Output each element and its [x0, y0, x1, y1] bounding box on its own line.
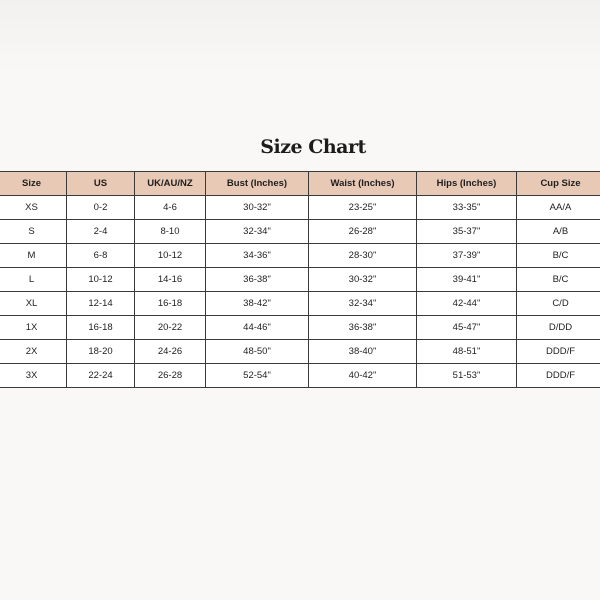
table-row — [0, 268, 600, 292]
table-cell: S — [0, 220, 67, 244]
table-cell: 3X — [0, 364, 67, 388]
table-row — [0, 292, 600, 316]
table-cell: 1X — [0, 316, 67, 340]
table-cell: 20-22 — [135, 316, 206, 340]
table-cell: 2X — [0, 340, 67, 364]
column-header-hips: Hips (Inches) — [417, 172, 517, 196]
table-cell: 48-51" — [417, 340, 517, 364]
table-cell: 18-20 — [67, 340, 135, 364]
table-cell: 35-37" — [417, 220, 517, 244]
table-cell: B/C — [517, 244, 600, 268]
table-cell: 16-18 — [135, 292, 206, 316]
table-cell: 44-46" — [206, 316, 309, 340]
table-cell: 16-18 — [67, 316, 135, 340]
table-cell: 40-42" — [309, 364, 417, 388]
table-cell: 26-28" — [309, 220, 417, 244]
table-row — [0, 244, 600, 268]
table-cell: M — [0, 244, 67, 268]
table-row — [0, 196, 600, 220]
column-header-size: Size — [0, 172, 67, 196]
table-cell: 32-34" — [309, 292, 417, 316]
table-row — [0, 220, 600, 244]
table-cell: 30-32" — [206, 196, 309, 220]
table-cell: 22-24 — [67, 364, 135, 388]
table-cell: XS — [0, 196, 67, 220]
table-cell: D/DD — [517, 316, 600, 340]
header-row — [0, 172, 600, 196]
table-cell: 33-35" — [417, 196, 517, 220]
table-cell: 42-44" — [417, 292, 517, 316]
table-cell: 36-38" — [206, 268, 309, 292]
table-cell: 12-14 — [67, 292, 135, 316]
table-cell: 2-4 — [67, 220, 135, 244]
column-header-waist: Waist (Inches) — [309, 172, 417, 196]
table-cell: 45-47" — [417, 316, 517, 340]
table-cell: 37-39" — [417, 244, 517, 268]
table-cell: AA/A — [517, 196, 600, 220]
table-cell: 39-41" — [417, 268, 517, 292]
table-cell: 10-12 — [67, 268, 135, 292]
table-cell: DDD/F — [517, 340, 600, 364]
table-cell: 30-32" — [309, 268, 417, 292]
table-cell: A/B — [517, 220, 600, 244]
top-band — [0, 0, 600, 70]
table-cell: 34-36" — [206, 244, 309, 268]
table-cell: 0-2 — [67, 196, 135, 220]
table-cell: 24-26 — [135, 340, 206, 364]
page-title: Size Chart — [260, 136, 366, 158]
table-cell: L — [0, 268, 67, 292]
table-cell: 32-34" — [206, 220, 309, 244]
table-cell: 10-12 — [135, 244, 206, 268]
table-cell: 36-38" — [309, 316, 417, 340]
table-row — [0, 316, 600, 340]
table-cell: C/D — [517, 292, 600, 316]
column-header-bust: Bust (Inches) — [206, 172, 309, 196]
size-chart-table — [0, 171, 600, 388]
table-row — [0, 364, 600, 388]
table-row — [0, 340, 600, 364]
table-cell: 51-53" — [417, 364, 517, 388]
table-cell: 6-8 — [67, 244, 135, 268]
table-cell: 48-50" — [206, 340, 309, 364]
table-cell: 26-28 — [135, 364, 206, 388]
table-cell: 14-16 — [135, 268, 206, 292]
table-cell: 28-30" — [309, 244, 417, 268]
column-header-cup-size: Cup Size — [517, 172, 600, 196]
column-header-uk-au-nz: UK/AU/NZ — [135, 172, 206, 196]
table-cell: 23-25" — [309, 196, 417, 220]
table-cell: 52-54" — [206, 364, 309, 388]
table-cell: XL — [0, 292, 67, 316]
table-cell: DDD/F — [517, 364, 600, 388]
table-cell: 38-42" — [206, 292, 309, 316]
table-cell: 4-6 — [135, 196, 206, 220]
table-cell: B/C — [517, 268, 600, 292]
column-header-us: US — [67, 172, 135, 196]
table-cell: 8-10 — [135, 220, 206, 244]
table-cell: 38-40" — [309, 340, 417, 364]
